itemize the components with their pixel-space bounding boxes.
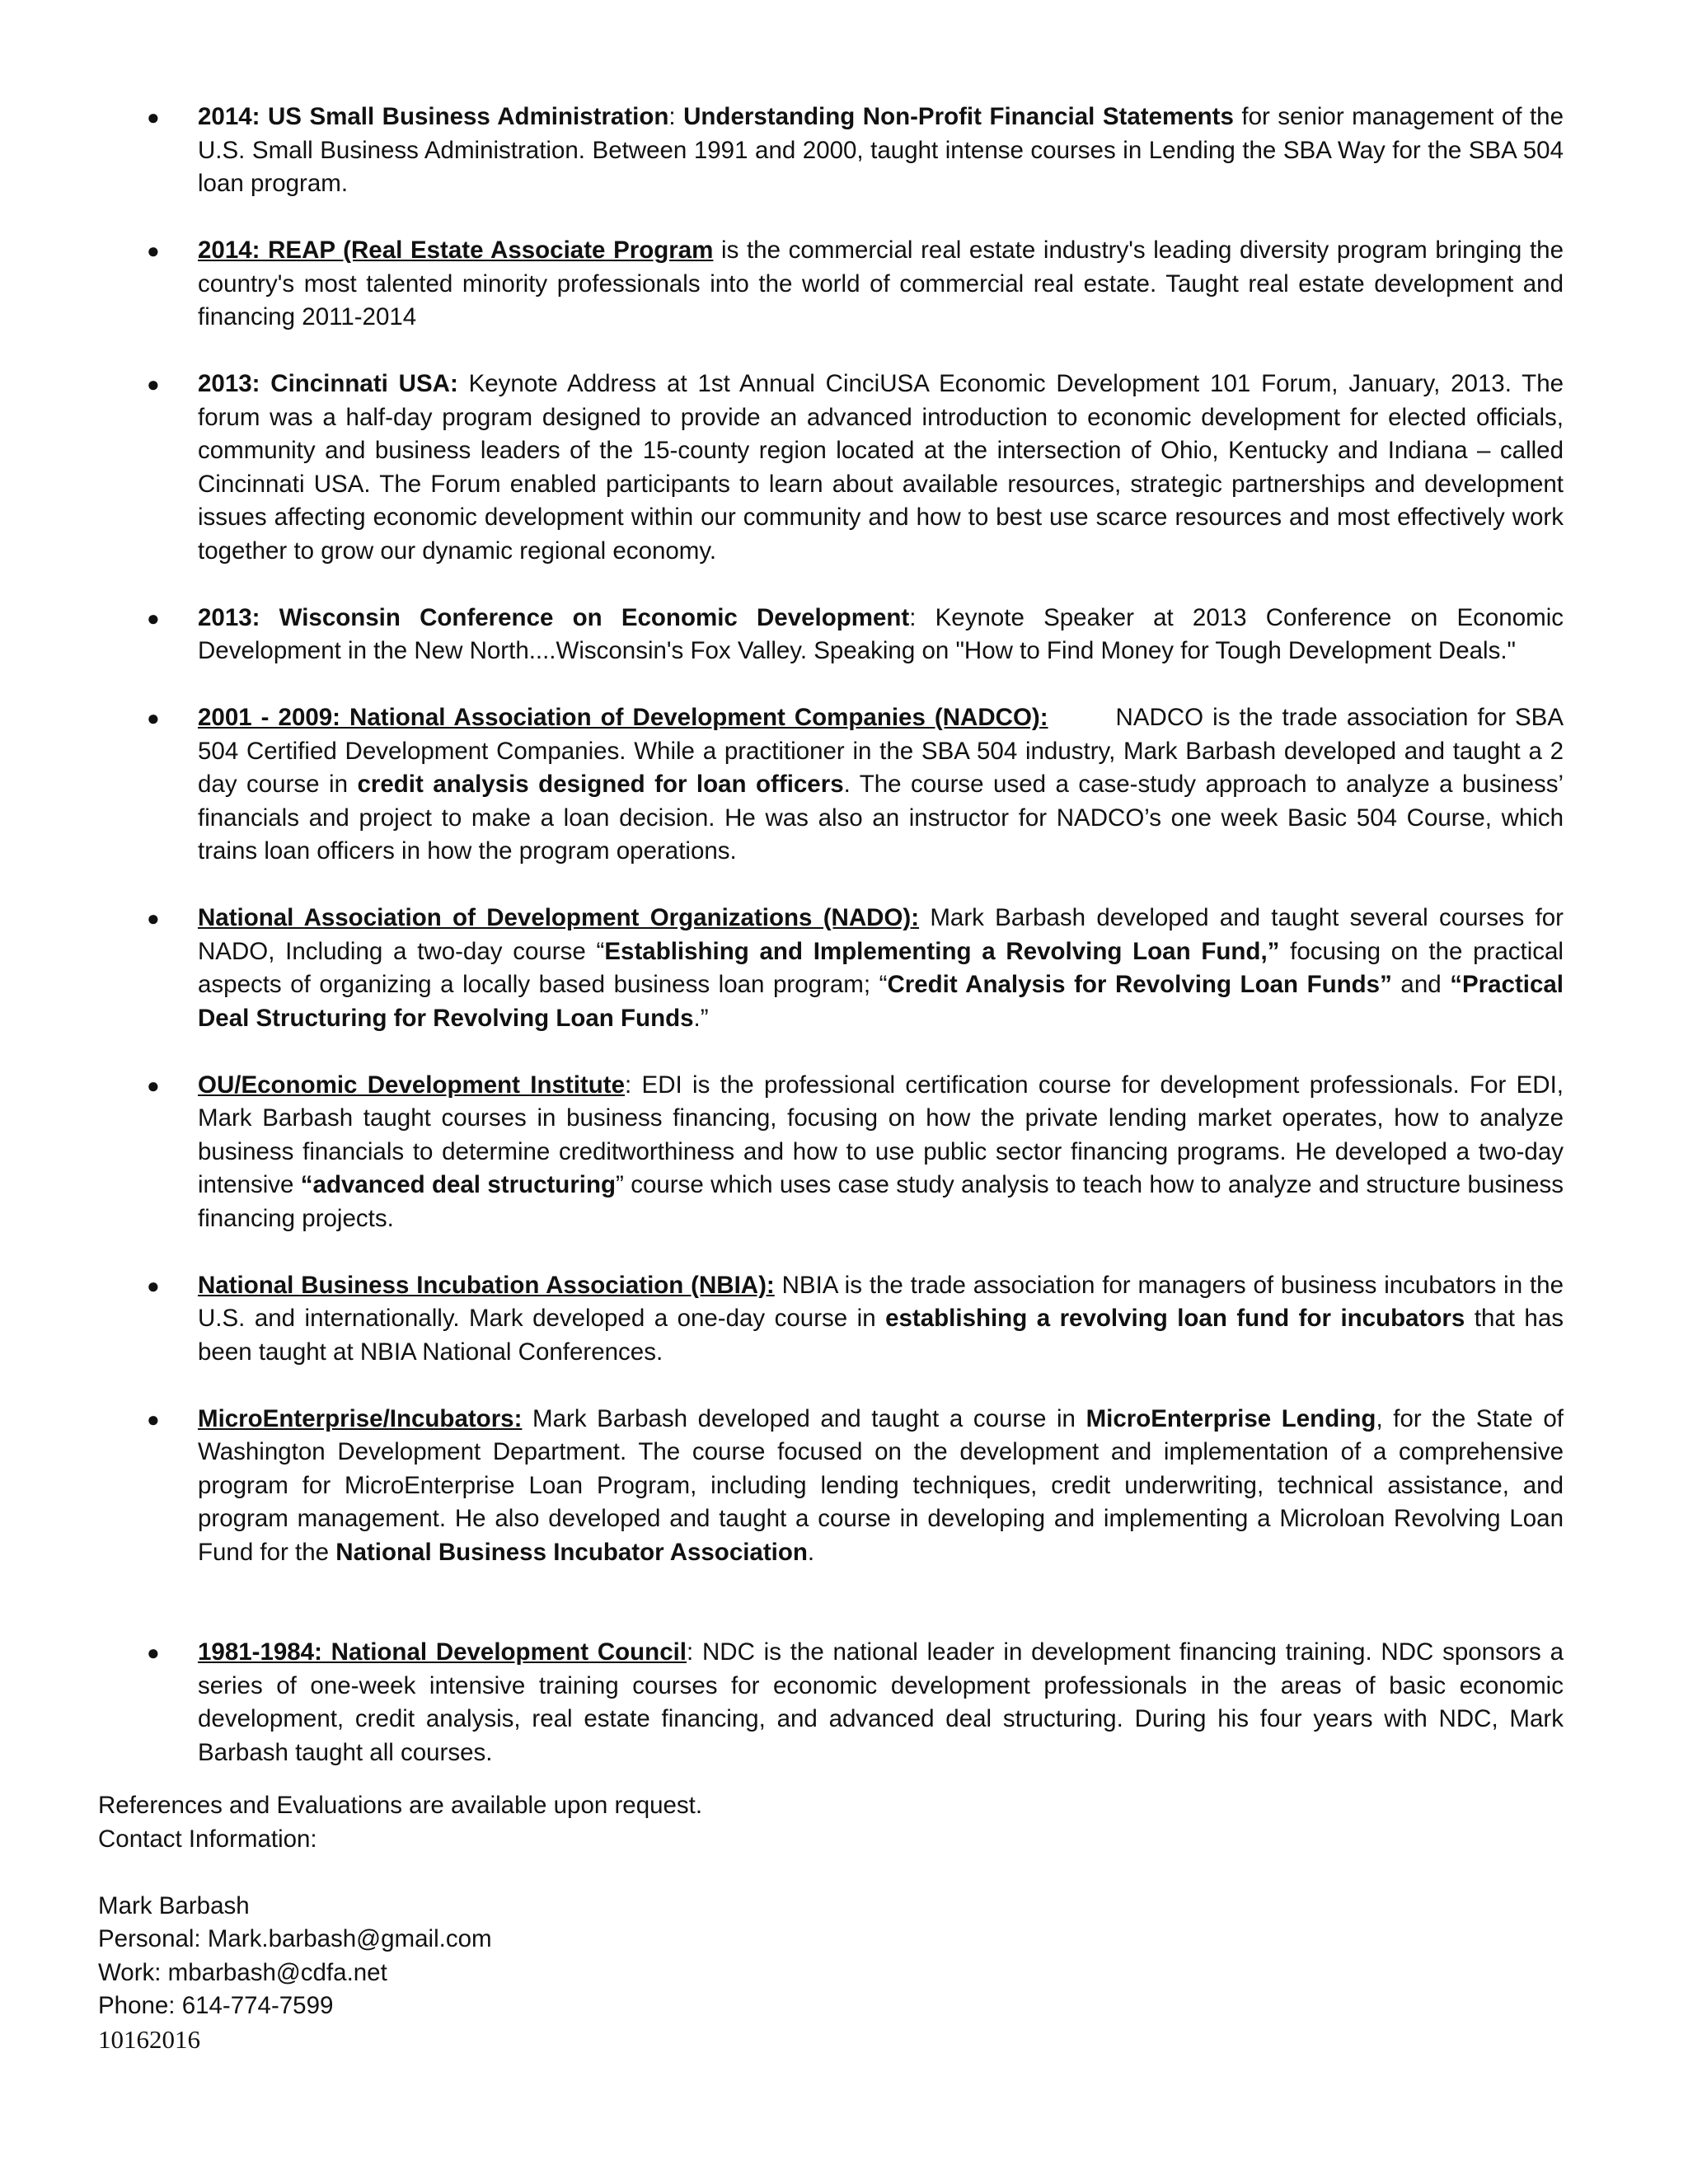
item-heading: 2001 - 2009: National Association of Development Companies (NADCO):	[198, 704, 1048, 731]
list-item	[0, 1403, 1688, 1570]
list-item	[0, 602, 1688, 668]
experience-list	[0, 101, 1688, 1803]
item-emphasis: “advanced deal structuring	[300, 1171, 617, 1198]
personal-email: Personal: Mark.barbash@gmail.com	[98, 1925, 492, 1952]
item-emphasis: Credit Analysis for Revolving Loan Funds”	[887, 971, 1392, 998]
item-description: , for the State of Washington Development Department. The course focused on the development and implementation of a comprehensive program for MicroEnterprise Loan Program, including lending techniques, credit underwriting, technical assistance, and program management. He also developed and taught a course in developing and implementing a Microloan Revolving Loan Fund for the	[198, 1404, 1564, 1566]
document-code: 10162016	[98, 2024, 200, 2054]
item-emphasis: establishing a revolving loan fund for incubators	[885, 1305, 1465, 1332]
item-text	[198, 1069, 1564, 1236]
bullet-icon: ●	[147, 605, 160, 630]
list-item	[0, 368, 1688, 568]
item-description: Keynote Address at 1st Annual CinciUSA Economic Development 101 Forum, January, 2013. The forum was a half-day program designed to provide an advanced introduction to economic development for elected officials, community and business leaders of the 15-county region located at the intersection of Ohio, Kentucky and Indiana – called Cincinnati USA. The Forum enabled participants to learn about available resources, strategic partnerships and development issues affecting economic development within our community and how to best use scarce resources and most effectively work together to grow our dynamic regional economy.	[198, 370, 1564, 565]
list-item	[0, 902, 1688, 1035]
item-description: NBIA is the trade association for managers of business incubators in the U.S. and internationally. Mark developed a one-day course in	[198, 1271, 1564, 1332]
list-item	[0, 1636, 1688, 1769]
item-description: that has been taught at NBIA National Conferences.	[198, 1305, 1564, 1366]
item-heading: National Business Incubation Association (NBIA):	[198, 1271, 775, 1299]
phone-number: Phone: 614-774-7599	[98, 1992, 334, 2019]
contact-name: Mark Barbash	[98, 1891, 250, 1919]
item-emphasis: Establishing and Implementing a Revolving Loan Fund,”	[604, 937, 1280, 965]
item-description: and	[1391, 971, 1451, 998]
bullet-icon: ●	[147, 1272, 160, 1298]
contact-footer	[98, 1789, 1087, 2056]
item-text	[198, 1403, 1564, 1570]
list-item	[0, 234, 1688, 335]
item-description: : EDI is the professional certification course for development professionals. For EDI, Mark Barbash taught courses in business financing, focusing on how the private lending market operates, how to analyze business financials to determine creditworthiness and how to use public sector financing programs. He developed a two-day intensive	[198, 1071, 1564, 1198]
work-email: Work: mbarbash@cdfa.net	[98, 1958, 387, 1986]
item-text	[198, 602, 1564, 668]
bullet-icon: ●	[147, 238, 160, 263]
item-heading: National Association of Development Organizations (NADO):	[198, 904, 920, 931]
list-item	[0, 1269, 1688, 1370]
list-item	[0, 1069, 1688, 1236]
item-description: . The course used a case-study approach to analyze a business’ financials and project to make a loan decision. He was also an instructor for NADCO’s one week Basic 504 Course, which trains loan officers in how the program operations.	[198, 771, 1564, 865]
references-note: References and Evaluations are available upon request.	[98, 1792, 703, 1819]
bullet-icon: ●	[147, 1406, 160, 1432]
bullet-icon: ●	[147, 906, 160, 930]
item-text	[198, 368, 1564, 568]
item-description: Mark Barbash developed and taught several courses for NADO, Including a two-day course “	[198, 904, 1564, 965]
item-description: focusing on the practical aspects of organizing a locally based business loan program; “	[198, 937, 1564, 998]
item-heading: 1981-1984: National Development Council	[198, 1638, 687, 1666]
item-emphasis: credit analysis designed for loan officers	[357, 771, 844, 798]
spacer	[98, 1856, 1087, 1890]
item-text	[198, 234, 1564, 335]
item-heading: 2013: Wisconsin Conference on Economic Development	[198, 603, 910, 631]
bullet-icon: ●	[147, 705, 160, 730]
list-item	[0, 101, 1688, 201]
item-course-title: Understanding Non-Profit Financial Statements	[683, 103, 1234, 130]
item-heading: 2013: Cincinnati USA:	[198, 370, 458, 397]
item-text	[198, 1636, 1564, 1769]
item-description: ” course which uses case study analysis to teach how to analyze and structure business financing projects.	[198, 1171, 1564, 1232]
item-heading: OU/Economic Development Institute	[198, 1071, 626, 1099]
item-text	[198, 1269, 1564, 1370]
contact-heading: Contact Information:	[98, 1825, 317, 1853]
item-text	[198, 701, 1564, 869]
item-emphasis: National Business Incubator Association	[335, 1538, 808, 1566]
item-text	[198, 101, 1564, 201]
item-description: .”	[693, 1004, 709, 1032]
item-description: is the commercial real estate industry's leading diversity program bringing the country's most talented minority professionals into the world of commercial real estate. Taught real estate development and financing 2011-2014	[198, 237, 1564, 330]
item-text	[198, 902, 1564, 1035]
item-emphasis: “Practical Deal Structuring for Revolving Loan Funds	[198, 971, 1564, 1032]
item-description: for senior management of the U.S. Small Business Administration. Between 1991 and 2000, taught intense courses in Lending the SBA Way for the SBA 504 loan program.	[198, 103, 1564, 197]
item-description: .	[807, 1538, 815, 1566]
item-heading: 2014: REAP (Real Estate Associate Program	[198, 237, 714, 264]
item-heading: 2014: US Small Business Administration	[198, 103, 669, 130]
bullet-icon: ●	[147, 372, 160, 396]
item-description: : Keynote Speaker at 2013 Conference on Economic Development in the New North....Wisconsin's Fox Valley. Speaking on "How to Find Money for Tough Development Deals."	[198, 603, 1564, 664]
item-description: NADCO is the trade association for SBA 504 Certified Development Companies. While a practitioner in the SBA 504 industry, Mark Barbash developed and taught a 2 day course in	[198, 704, 1564, 798]
item-emphasis: MicroEnterprise Lending	[1085, 1404, 1376, 1432]
bullet-icon: ●	[147, 105, 160, 129]
separator-text: :	[668, 103, 684, 130]
list-item	[0, 701, 1688, 869]
item-description: Mark Barbash developed and taught a course in	[522, 1404, 1086, 1432]
item-heading: MicroEnterprise/Incubators:	[198, 1404, 523, 1432]
bullet-icon: ●	[147, 1640, 160, 1665]
bullet-icon: ●	[147, 1072, 160, 1098]
item-description: : NDC is the national leader in development financing training. NDC sponsors a series of one-week intensive training courses for economic development professionals in the areas of basic economic development, credit analysis, real estate financing, and advanced deal structuring. During his four years with NDC, Mark Barbash taught all courses.	[198, 1638, 1564, 1766]
